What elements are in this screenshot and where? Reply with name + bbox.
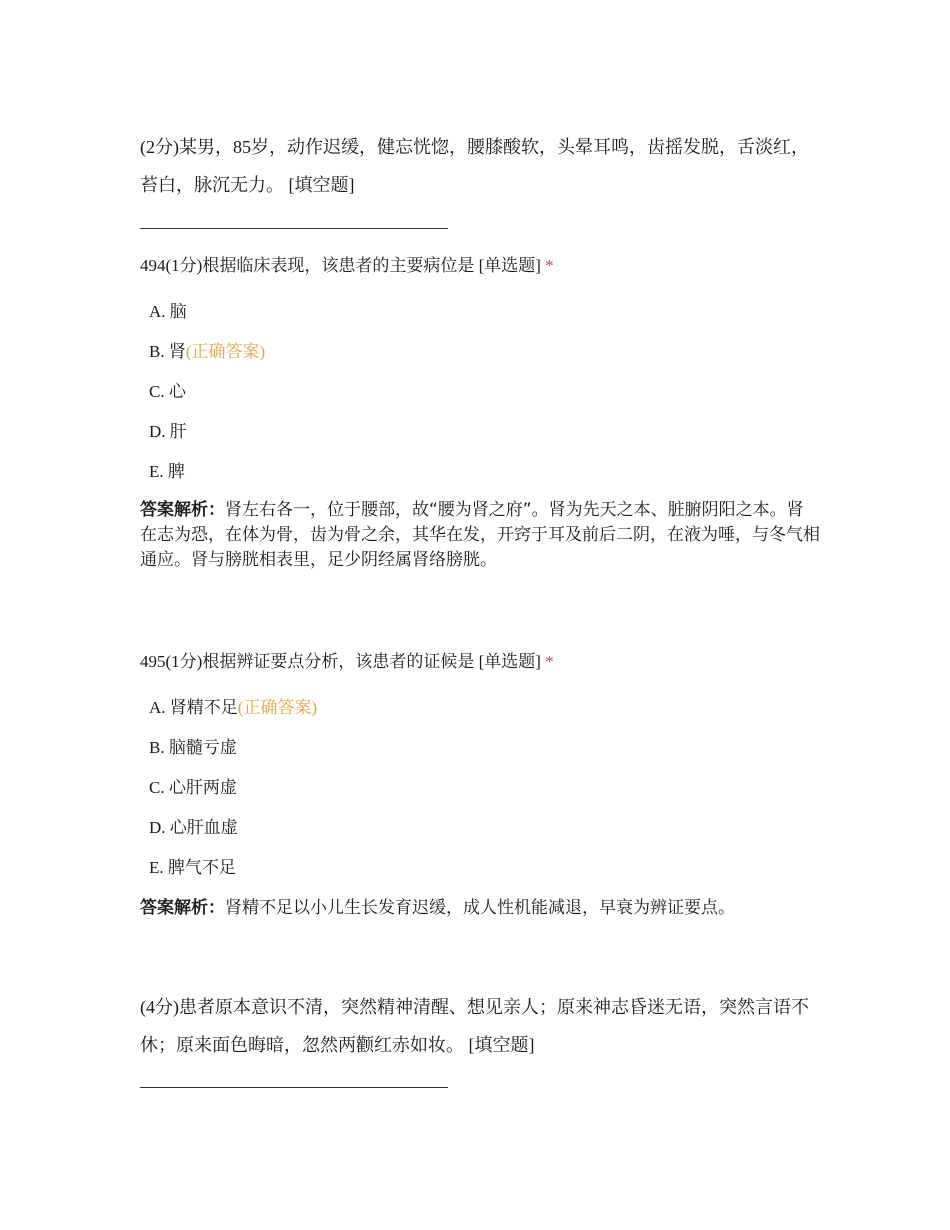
option-c[interactable]: C. 心 bbox=[149, 382, 186, 401]
answer-analysis-494 bbox=[140, 498, 820, 573]
required-mark: * bbox=[545, 256, 554, 275]
analysis-text: 肾左右各一，位于腰部，故“腰为肾之府”。肾为先天之本、脏腑阴阳之本。肾在志为恐，在体为骨，齿为骨之余，其华在发，开窍于耳及前后二阴，在液为唾，与冬气相通应。肾与膀胱相表里，足少阴经属肾络膀胱。 bbox=[140, 500, 820, 570]
option-list-494 bbox=[149, 300, 265, 500]
option-a[interactable]: A. 肾精不足(正确答案) bbox=[149, 698, 318, 717]
analysis-text: 肾精不足以小儿生长发育迟缓，成人性机能减退，早衰为辨证要点。 bbox=[225, 898, 735, 918]
fill-answer-line[interactable] bbox=[140, 228, 448, 229]
analysis-label: 答案解析： bbox=[140, 898, 225, 918]
question-title-text: 494(1分)根据临床表现，该患者的主要病位是 [单选题] bbox=[140, 256, 541, 275]
fill-question-stem: (4分)患者原本意识不清，突然精神清醒、想见亲人；原来神志昏迷无语，突然言语不休；原来面色晦暗，忽然两颧红赤如妆。 [填空题] bbox=[140, 997, 809, 1055]
correct-answer-tag: (正确答案) bbox=[185, 342, 266, 361]
analysis-label: 答案解析： bbox=[140, 500, 225, 520]
option-d[interactable]: D. 肝 bbox=[149, 422, 187, 441]
fill-answer-line[interactable] bbox=[140, 1087, 448, 1088]
question-title-text: 495(1分)根据辨证要点分析，该患者的证候是 [单选题] bbox=[140, 652, 541, 671]
option-b[interactable]: B. 肾(正确答案) bbox=[149, 342, 266, 361]
option-b[interactable]: B. 脑髓亏虚 bbox=[149, 738, 237, 757]
option-list-495 bbox=[149, 696, 317, 896]
option-c[interactable]: C. 心肝两虚 bbox=[149, 778, 237, 797]
question-title-495 bbox=[140, 650, 820, 674]
option-d[interactable]: D. 心肝血虚 bbox=[149, 818, 238, 837]
option-e[interactable]: E. 脾气不足 bbox=[149, 858, 236, 877]
answer-analysis-495 bbox=[140, 896, 820, 921]
question-title-494 bbox=[140, 254, 820, 278]
option-a[interactable]: A. 脑 bbox=[149, 302, 187, 321]
required-mark: * bbox=[545, 652, 554, 671]
fill-question-stem: (2分)某男，85岁，动作迟缓，健忘恍惚，腰膝酸软，头晕耳鸣，齿摇发脱，舌淡红，苔白，脉沉无力。 [填空题] bbox=[140, 137, 809, 195]
correct-answer-tag: (正确答案) bbox=[237, 698, 318, 717]
option-e[interactable]: E. 脾 bbox=[149, 462, 185, 481]
